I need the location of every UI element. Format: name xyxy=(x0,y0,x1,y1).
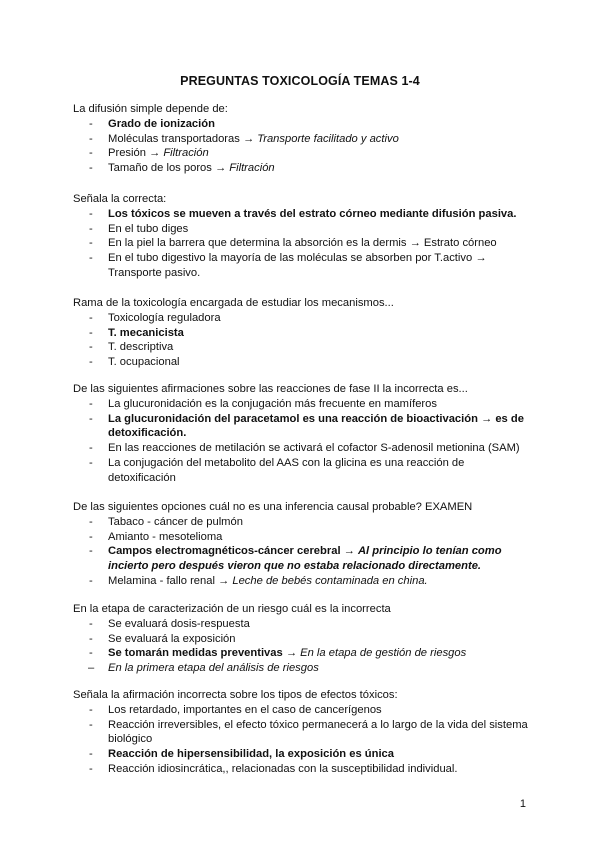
question-block-7 xyxy=(73,688,533,777)
question-text: De las siguientes afirmaciones sobre las reacciones de fase II la incorrecta es... xyxy=(73,383,468,395)
option-item xyxy=(73,544,533,574)
option-text: Campos electromagnéticos-cáncer cerebral → xyxy=(108,545,358,558)
option-item xyxy=(73,340,533,355)
option-text: Tabaco - cáncer de pulmón xyxy=(108,515,243,528)
options-list xyxy=(73,311,533,370)
option-text: Se evaluará la exposición xyxy=(108,632,236,645)
option-text: En las reacciones de metilación se activará el cofactor S-adenosil metionina (SAM) xyxy=(108,442,520,455)
option-text: → xyxy=(282,647,301,660)
question-block-1 xyxy=(73,102,533,176)
option-text: Reacción idiosincrática,, relacionadas con la susceptibilidad individual. xyxy=(108,762,458,775)
option-text: T. ocupacional xyxy=(108,356,180,369)
question-block-4 xyxy=(73,382,533,486)
option-text: En la piel la barrera que determina la absorción es la dermis → Estrato córneo xyxy=(108,237,497,250)
question-text: Señala la afirmación incorrecta sobre los tipos de efectos tóxicos: xyxy=(73,689,398,701)
option-text: Filtración xyxy=(229,162,275,175)
option-text: Melamina - fallo renal → xyxy=(108,574,233,587)
option-item xyxy=(73,207,533,222)
option-text: T. mecanicista xyxy=(108,326,184,339)
option-text: En el tubo diges xyxy=(108,222,189,235)
option-item xyxy=(73,236,533,251)
option-item xyxy=(73,747,533,762)
option-text: Presión → xyxy=(108,147,164,160)
option-text: Reacción irreversibles, el efecto tóxico permanecerá a lo largo de la vida del sistema biológico xyxy=(108,718,528,746)
option-item xyxy=(73,646,533,661)
option-text: Grado de ionización xyxy=(108,117,215,130)
option-text: Se evaluará dosis-respuesta xyxy=(108,617,250,630)
option-text: Amianto - mesotelioma xyxy=(108,530,223,543)
option-item xyxy=(73,397,533,412)
question-block-3 xyxy=(73,296,533,370)
option-text: Leche de bebés contaminada en china. xyxy=(232,574,428,587)
option-text: Filtración xyxy=(163,147,209,160)
option-text: Tamaño de los poros → xyxy=(108,162,230,175)
option-text: Se tomarán medidas preventivas xyxy=(108,647,283,660)
option-item xyxy=(73,530,533,545)
option-text: Los tóxicos se mueven a través del estrato córneo mediante difusión pasiva. xyxy=(108,207,517,220)
option-text: Toxicología reguladora xyxy=(108,311,221,324)
option-item xyxy=(73,117,533,132)
options-list xyxy=(73,207,533,281)
page-title: PREGUNTAS TOXICOLOGÍA TEMAS 1-4 xyxy=(180,74,420,88)
option-text: La conjugación del metabolito del AAS con la glicina es una reacción de detoxificación xyxy=(108,456,465,484)
question-block-6 xyxy=(73,602,533,676)
option-item xyxy=(73,222,533,237)
question-text: La difusión simple depende de: xyxy=(73,103,228,115)
option-item xyxy=(73,146,533,161)
option-item xyxy=(73,762,533,777)
option-item xyxy=(73,515,533,530)
option-item xyxy=(73,661,533,676)
option-item xyxy=(73,161,533,176)
option-item xyxy=(73,326,533,341)
question-text: Rama de la toxicología encargada de estudiar los mecanismos... xyxy=(73,297,394,309)
option-item xyxy=(73,703,533,718)
option-item xyxy=(73,251,533,281)
question-block-2 xyxy=(73,192,533,281)
option-text: En la primera etapa del análisis de riesgos xyxy=(108,662,319,675)
option-text: T. descriptiva xyxy=(108,341,174,354)
options-list xyxy=(73,117,533,176)
option-text: Moléculas transportadoras → xyxy=(108,132,258,145)
option-item xyxy=(73,617,533,632)
option-item xyxy=(73,412,533,442)
options-list xyxy=(73,515,533,589)
option-text: Al principio lo tenían como incierto pero después vieron que no estaba relacionado directamente. xyxy=(108,545,502,573)
option-item xyxy=(73,355,533,370)
option-item xyxy=(73,632,533,647)
option-text: La glucuronidación es la conjugación más frecuente en mamíferos xyxy=(108,397,437,410)
page-number: 1 xyxy=(519,798,526,810)
option-text: La glucuronidación del paracetamol es una reacción de bioactivación → es de detoxificación. xyxy=(108,412,524,440)
option-item xyxy=(73,456,533,486)
option-item xyxy=(73,441,533,456)
option-text: Reacción de hipersensibilidad, la exposición es única xyxy=(108,748,394,761)
option-text: En la etapa de gestión de riesgos xyxy=(300,647,467,660)
question-block-5 xyxy=(73,500,533,589)
option-item xyxy=(73,311,533,326)
option-text: Los retardado, importantes en el caso de cancerígenos xyxy=(108,703,382,716)
question-text: En la etapa de caracterización de un riesgo cuál es la incorrecta xyxy=(73,603,391,615)
options-list xyxy=(73,397,533,486)
option-text: Transporte facilitado y activo xyxy=(257,132,399,145)
question-text: De las siguientes opciones cuál no es una inferencia causal probable? EXAMEN xyxy=(73,501,473,513)
option-text: En el tubo digestivo la mayoría de las moléculas se absorben por T.activo → Transporte pasivo. xyxy=(108,252,487,279)
option-item xyxy=(73,132,533,147)
options-list xyxy=(73,703,533,777)
question-text: Señala la correcta: xyxy=(73,193,167,205)
options-list xyxy=(73,617,533,676)
option-item xyxy=(73,718,533,748)
option-item xyxy=(73,574,533,589)
